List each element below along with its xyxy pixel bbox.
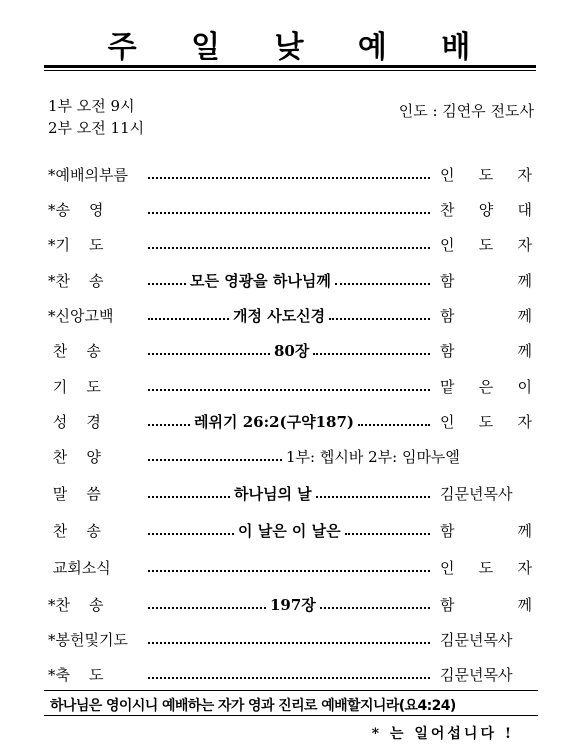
- order-item-role-part: 도: [478, 559, 494, 577]
- order-item-label: 성 경: [48, 413, 101, 431]
- order-row: [48, 164, 532, 188]
- order-item-role: [440, 411, 532, 432]
- order-row: [48, 446, 532, 470]
- leader-dots: [329, 318, 430, 320]
- order-item-role: [440, 557, 532, 578]
- leader-dots: [148, 424, 190, 426]
- order-item-role: 김문년목사: [440, 666, 513, 684]
- leader-dots: [316, 496, 430, 498]
- order-item-role-part: 이: [517, 378, 532, 396]
- order-item-label: 찬 송: [48, 522, 101, 540]
- leader-dots: [148, 642, 430, 644]
- stand-note: * 는 일어섭니다 !: [371, 726, 514, 742]
- order-item-label: *기 도: [48, 236, 104, 254]
- order-item-role: [440, 199, 532, 220]
- order-item-content: 1부: 헵시바 2부: 임마누엘: [286, 448, 460, 466]
- leader-dots: [148, 496, 230, 498]
- order-item-label: *송 영: [48, 201, 104, 219]
- order-item-role: [440, 376, 532, 397]
- order-item-content: 하나님의 날: [234, 485, 312, 503]
- order-item-content: 모든 영광을 하나님께: [190, 272, 331, 290]
- verse-box: [44, 690, 538, 716]
- order-row: [48, 520, 532, 544]
- order-item-role-part: 함: [440, 342, 455, 360]
- leader-dots: [320, 607, 430, 609]
- order-item-role: [440, 305, 532, 326]
- worship-leader: 인도 : 김연우 전도사: [398, 102, 534, 120]
- leader-dots: [313, 353, 430, 355]
- order-item-role-part: 인: [440, 166, 455, 184]
- order-item-label: *찬 송: [48, 272, 104, 290]
- order-item-role-part: 도: [478, 166, 494, 184]
- service-time-2: 2부 오전 11시: [48, 119, 145, 137]
- order-item-label: 찬 송: [48, 342, 101, 360]
- order-item-role-part: 께: [517, 272, 532, 290]
- order-item-role: [440, 520, 532, 541]
- leader-dots: [148, 533, 234, 535]
- order-item-role: [440, 270, 532, 291]
- order-row: [48, 411, 532, 435]
- order-item-role-part: 께: [517, 596, 532, 614]
- order-item-role-part: 함: [440, 272, 455, 290]
- order-row: [48, 557, 532, 581]
- order-item-content: 80장: [274, 342, 310, 360]
- order-item-role-part: 자: [517, 236, 532, 254]
- order-item-role-part: 도: [478, 413, 494, 431]
- order-item-role-part: 함: [440, 307, 455, 325]
- leader-dots: [345, 533, 430, 535]
- order-row: [48, 270, 532, 294]
- order-row: [48, 594, 532, 618]
- order-item-label: 말 씀: [48, 485, 101, 503]
- order-row: [48, 664, 532, 688]
- order-item-role-part: 인: [440, 559, 455, 577]
- title-rule-thick: [44, 65, 536, 68]
- leader-dots: [148, 570, 430, 572]
- order-item-role-part: 은: [478, 378, 494, 396]
- order-item-role-part: 찬: [440, 201, 455, 219]
- order-row: [48, 629, 532, 653]
- order-item-role-part: 자: [517, 413, 532, 431]
- order-item-label: 기 도: [48, 378, 101, 396]
- leader-dots: [148, 177, 430, 179]
- leader-dots: [148, 677, 430, 679]
- service-time-1: 1부 오전 9시: [48, 97, 135, 115]
- order-item-role-part: 함: [440, 522, 455, 540]
- leader-dots: [148, 353, 270, 355]
- order-item-label: *찬 송: [48, 596, 104, 614]
- leader-dots: [335, 283, 430, 285]
- order-item-label: *예배의부름: [48, 166, 128, 184]
- order-row: [48, 199, 532, 223]
- order-row: [48, 305, 532, 329]
- order-item-role-part: 께: [517, 342, 532, 360]
- order-item-label: *축 도: [48, 666, 104, 684]
- order-item-role: 김문년목사: [440, 485, 513, 503]
- order-item-role-part: 대: [517, 201, 532, 219]
- order-item-role-part: 함: [440, 596, 455, 614]
- order-item-role-part: 맡: [440, 378, 455, 396]
- order-item-content: 197장: [270, 596, 316, 614]
- order-row: [48, 376, 532, 400]
- order-item-role-part: 자: [517, 559, 532, 577]
- order-item-role: [440, 594, 532, 615]
- order-item-role-part: 께: [517, 522, 532, 540]
- leader-dots: [148, 212, 430, 214]
- order-row: [48, 483, 532, 507]
- order-item-label: *신앙고백: [48, 307, 114, 325]
- order-item-role-part: 자: [517, 166, 532, 184]
- order-item-role-part: 도: [478, 236, 494, 254]
- order-item-role-part: 인: [440, 236, 455, 254]
- leader-dots: [148, 283, 186, 285]
- page-title: 주 일 낮 예 배: [107, 30, 493, 65]
- leader-dots: [148, 389, 430, 391]
- order-item-role-part: 께: [517, 307, 532, 325]
- bible-verse: 하나님은 영이시니 예배하는 자가 영과 진리로 예배할지니라(요4:24): [50, 698, 456, 714]
- order-item-role: [440, 164, 532, 185]
- order-item-label: 교회소식: [48, 559, 111, 577]
- leader-dots: [148, 247, 430, 249]
- order-item-content: 개정 사도신경: [233, 307, 326, 325]
- leader-dots: [358, 424, 430, 426]
- title-rule-thin: [44, 70, 536, 71]
- order-item-content: 이 날은 이 날은: [238, 522, 341, 540]
- order-row: [48, 234, 532, 258]
- order-item-role: [440, 340, 532, 361]
- order-item-role: 김문년목사: [440, 631, 513, 649]
- leader-dots: [148, 318, 229, 320]
- order-item-label: 찬 양: [48, 448, 101, 466]
- leader-dots: [148, 607, 266, 609]
- order-item-content: 레위기 26:2(구약187): [194, 413, 355, 431]
- leader-dots: [148, 459, 282, 461]
- order-item-role-part: 양: [478, 201, 494, 219]
- order-item-label: *봉헌및기도: [48, 631, 128, 649]
- order-item-role: [440, 234, 532, 255]
- order-row: [48, 340, 532, 364]
- order-item-role-part: 인: [440, 413, 455, 431]
